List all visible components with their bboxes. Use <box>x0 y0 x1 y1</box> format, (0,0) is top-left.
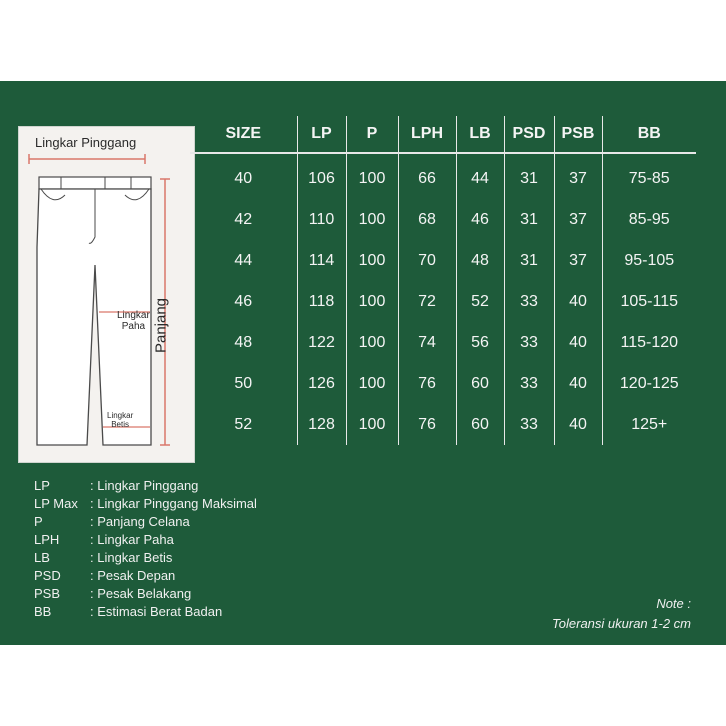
table-row <box>190 322 696 363</box>
table-cell: 74 <box>398 322 456 363</box>
table-cell: 128 <box>297 404 346 445</box>
table-cell: 37 <box>554 240 602 281</box>
header-p: P <box>346 116 398 153</box>
table-cell: 100 <box>346 199 398 240</box>
table-cell: 114 <box>297 240 346 281</box>
table-row <box>190 199 696 240</box>
header-lph: LPH <box>398 116 456 153</box>
header-size: SIZE <box>225 125 262 142</box>
legend-desc: : Lingkar Pinggang <box>90 478 199 493</box>
table-cell: 76 <box>398 404 456 445</box>
table-cell: 46 <box>456 199 504 240</box>
legend-item <box>34 513 257 531</box>
header-bb: BB <box>602 116 696 153</box>
table-cell: 40 <box>554 281 602 322</box>
table-cell: 31 <box>504 153 554 199</box>
table-cell: 44 <box>456 153 504 199</box>
table-cell: 85-95 <box>602 199 696 240</box>
table-cell: 37 <box>554 153 602 199</box>
table-cell: 76 <box>398 363 456 404</box>
table-cell: 37 <box>554 199 602 240</box>
table-cell: 100 <box>346 240 398 281</box>
table-cell: 125+ <box>602 404 696 445</box>
calf-label: Lingkar Betis <box>107 411 134 429</box>
table-cell: 40 <box>234 169 253 187</box>
legend-desc: : Estimasi Berat Badan <box>90 604 223 619</box>
table-cell: 52 <box>234 415 253 433</box>
table-cell: 48 <box>456 240 504 281</box>
legend-abbr: BB <box>34 604 52 619</box>
table-cell: 68 <box>398 199 456 240</box>
table-row <box>190 281 696 322</box>
legend-abbr: LB <box>34 550 50 565</box>
table-cell: 33 <box>504 281 554 322</box>
table-cell: 118 <box>297 281 346 322</box>
table-cell: 100 <box>346 153 398 199</box>
table-cell: 100 <box>346 363 398 404</box>
legend <box>34 477 257 621</box>
legend-abbr: LP Max <box>34 496 78 511</box>
legend-desc: : Panjang Celana <box>90 514 190 529</box>
legend-desc: : Pesak Belakang <box>90 586 192 601</box>
legend-item <box>34 531 257 549</box>
table-cell: 100 <box>346 322 398 363</box>
table-cell: 60 <box>456 404 504 445</box>
table-cell: 100 <box>346 281 398 322</box>
table-cell: 44 <box>234 251 253 269</box>
table-row <box>190 240 696 281</box>
note-title: Note : <box>656 596 691 611</box>
legend-item <box>34 495 257 513</box>
table-cell: 106 <box>297 153 346 199</box>
table-cell: 95-105 <box>602 240 696 281</box>
table-cell: 31 <box>504 199 554 240</box>
legend-desc: : Lingkar Paha <box>90 532 174 547</box>
table-cell: 40 <box>554 322 602 363</box>
legend-abbr: PSD <box>34 568 61 583</box>
legend-item <box>34 477 257 495</box>
note-text: Toleransi ukuran 1-2 cm <box>552 616 691 631</box>
thigh-label: Lingkar Paha <box>117 310 150 332</box>
legend-item <box>34 567 257 585</box>
legend-item <box>34 585 257 603</box>
table-cell: 100 <box>346 404 398 445</box>
table-cell: 52 <box>456 281 504 322</box>
legend-abbr: LP <box>34 478 50 493</box>
legend-desc: : Lingkar Pinggang Maksimal <box>90 496 257 511</box>
table-cell: 66 <box>398 153 456 199</box>
header-lb: LB <box>456 116 504 153</box>
table-cell: 75-85 <box>602 153 696 199</box>
table-header-row <box>190 116 696 153</box>
note <box>552 594 691 634</box>
table-body <box>190 153 696 445</box>
legend-abbr: PSB <box>34 586 61 601</box>
table-cell: 72 <box>398 281 456 322</box>
table-cell: 33 <box>504 363 554 404</box>
legend-desc: : Pesak Depan <box>90 568 176 583</box>
table-cell: 120-125 <box>602 363 696 404</box>
size-table <box>190 116 696 445</box>
table-cell: 40 <box>554 363 602 404</box>
table-cell: 70 <box>398 240 456 281</box>
table-row <box>190 404 696 445</box>
table-row <box>190 153 696 199</box>
header-psb: PSB <box>554 116 602 153</box>
legend-item <box>34 603 257 621</box>
legend-item <box>34 549 257 567</box>
table-cell: 110 <box>297 199 346 240</box>
pants-diagram <box>18 126 195 463</box>
header-lp: LP <box>297 116 346 153</box>
table-cell: 33 <box>504 404 554 445</box>
table-cell: 46 <box>234 292 253 310</box>
legend-abbr: P <box>34 514 43 529</box>
table-cell: 56 <box>456 322 504 363</box>
size-chart-card <box>0 81 726 645</box>
legend-desc: : Lingkar Betis <box>90 550 173 565</box>
length-label: Panjang <box>152 297 170 354</box>
table-cell: 31 <box>504 240 554 281</box>
table-cell: 33 <box>504 322 554 363</box>
table-cell: 105-115 <box>602 281 696 322</box>
legend-abbr: LPH <box>34 532 60 547</box>
table-cell: 40 <box>554 404 602 445</box>
table-cell: 42 <box>234 210 253 228</box>
header-psd: PSD <box>504 116 554 153</box>
table-row <box>190 363 696 404</box>
table-cell: 122 <box>297 322 346 363</box>
table-cell: 126 <box>297 363 346 404</box>
table-cell: 50 <box>234 374 253 392</box>
table-cell: 115-120 <box>602 322 696 363</box>
table-cell: 48 <box>234 333 253 351</box>
waist-label: Lingkar Pinggang <box>35 135 137 150</box>
table-cell: 60 <box>456 363 504 404</box>
